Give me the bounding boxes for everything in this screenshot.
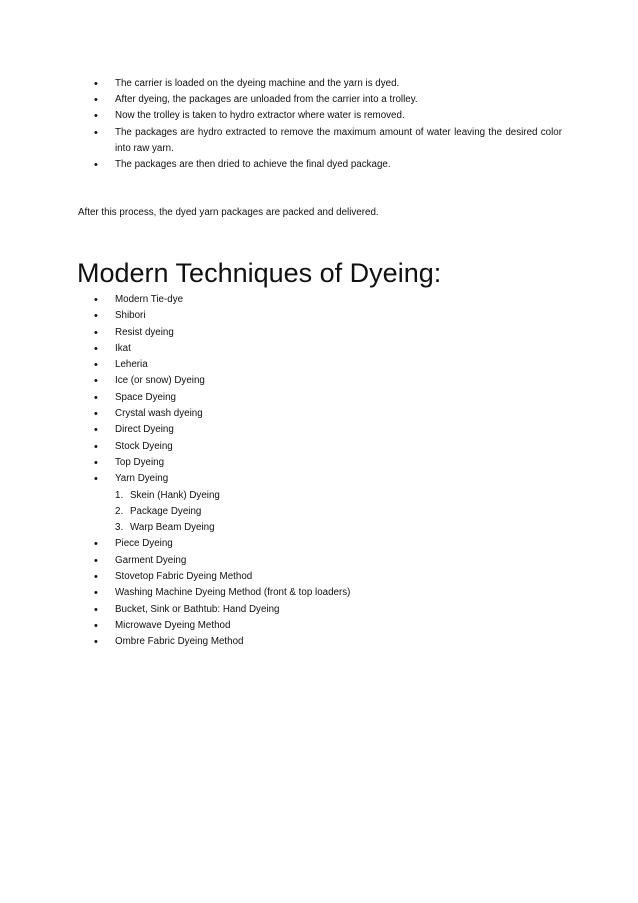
- list-item: • Ombre Fabric Dyeing Method: [92, 634, 562, 650]
- sublist-number: 2.: [115, 505, 124, 517]
- list-item: • Stovetop Fabric Dyeing Method: [92, 569, 562, 585]
- list-item: • Garment Dyeing: [92, 553, 562, 569]
- list-item: • The carrier is loaded on the dyeing machine and the yarn is dyed.: [92, 76, 562, 92]
- sublist-number: 3.: [115, 522, 124, 534]
- list-item: • Microwave Dyeing Method: [92, 618, 562, 634]
- section-heading: Modern Techniques of Dyeing:: [77, 258, 442, 288]
- list-item: • Ice (or snow) Dyeing: [92, 373, 562, 389]
- list-item: • Modern Tie-dye: [92, 292, 562, 308]
- list-item: • Now the trolley is taken to hydro extractor where water is removed.: [92, 108, 562, 124]
- list-item: • After dyeing, the packages are unloaded from the carrier into a trolley.: [92, 92, 562, 108]
- sublist-label: Package Dyeing: [130, 505, 202, 517]
- list-item-label: Yarn Dyeing: [115, 473, 169, 485]
- sublist-item: [115, 520, 562, 536]
- list-item: • Top Dyeing: [92, 455, 562, 471]
- sublist-number: 1.: [115, 489, 124, 501]
- list-item: • Resist dyeing: [92, 325, 562, 341]
- list-item: • Shibori: [92, 308, 562, 324]
- sublist-item: [115, 488, 562, 504]
- list-item: • Ikat: [92, 341, 562, 357]
- process-summary-paragraph: After this process, the dyed yarn packages are packed and delivered.: [78, 207, 379, 218]
- sublist-label: Skein (Hank) Dyeing: [130, 489, 220, 501]
- list-item: • Stock Dyeing: [92, 439, 562, 455]
- list-item: • Space Dyeing: [92, 390, 562, 406]
- process-steps-list: [92, 76, 562, 173]
- list-item: • The packages are then dried to achieve the final dyed package.: [92, 157, 562, 173]
- list-item: • The packages are hydro extracted to remove the maximum amount of water leaving the desired color into raw yarn.: [92, 125, 562, 157]
- sublist-item: [115, 504, 562, 520]
- yarn-dyeing-sublist: [115, 488, 562, 537]
- techniques-list: [92, 292, 562, 651]
- list-item: • Crystal wash dyeing: [92, 406, 562, 422]
- list-item: • Direct Dyeing: [92, 422, 562, 438]
- sublist-label: Warp Beam Dyeing: [130, 522, 215, 534]
- list-item: • Piece Dyeing: [92, 536, 562, 552]
- list-item: • Washing Machine Dyeing Method (front & top loaders): [92, 585, 562, 601]
- list-item: • Bucket, Sink or Bathtub: Hand Dyeing: [92, 602, 562, 618]
- list-item: • Leheria: [92, 357, 562, 373]
- list-item-yarn-dyeing: [92, 471, 562, 536]
